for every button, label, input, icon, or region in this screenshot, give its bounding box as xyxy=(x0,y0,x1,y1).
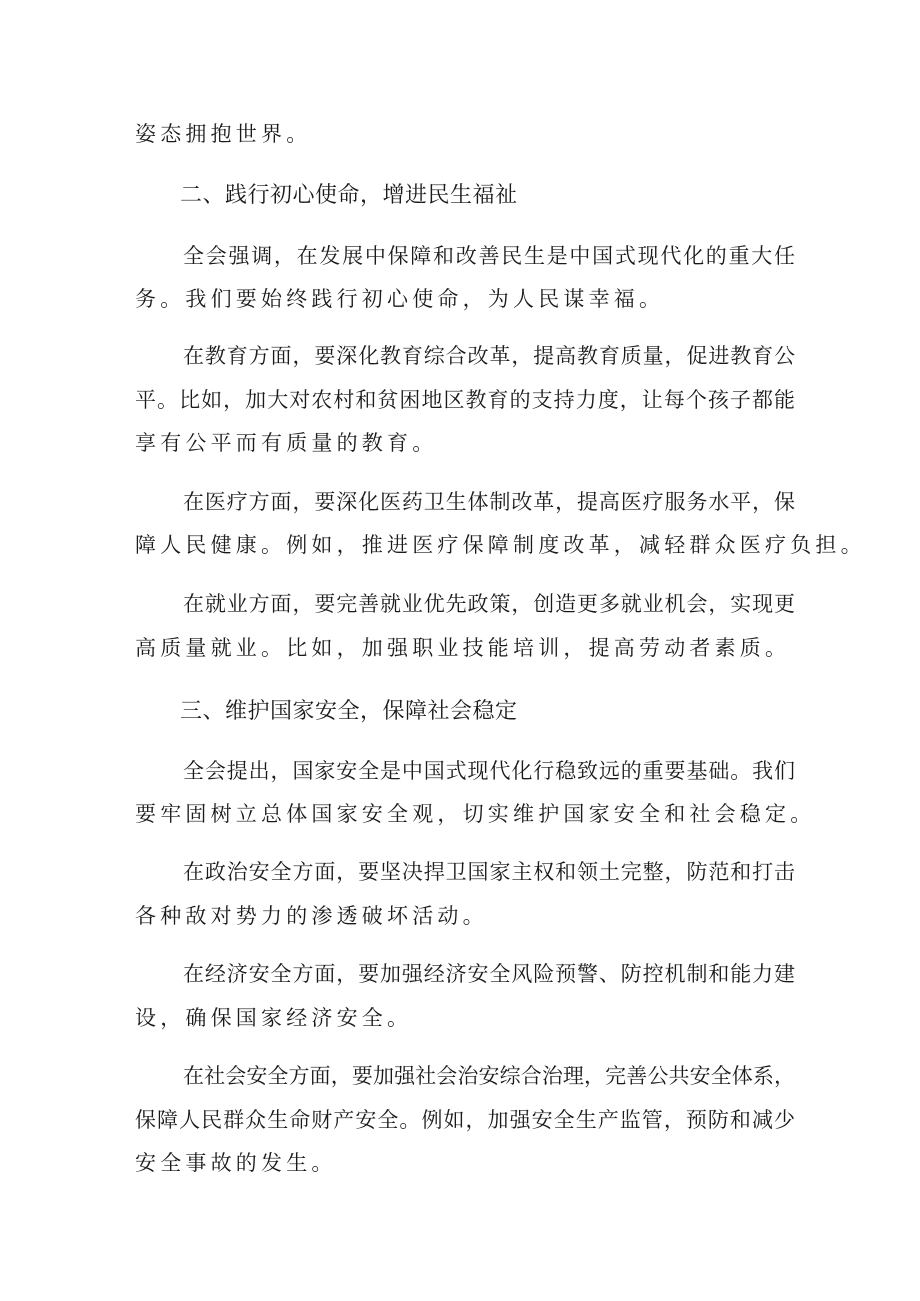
paragraph-line: 设，确保国家经济安全。 xyxy=(135,1006,413,1030)
paragraph-line: 在就业方面，要完善就业优先政策，创造更多就业机会，实现更 xyxy=(183,592,795,616)
paragraph-line: 保障人民群众生命财产安全。例如，加强安全生产监管，预防和减少 xyxy=(135,1108,795,1132)
paragraph-line: 平。比如，加大对农村和贫困地区教育的支持力度，让每个孩子都能 xyxy=(135,388,795,412)
paragraph-line: 在教育方面，要深化教育综合改革，提高教育质量，促进教育公 xyxy=(183,344,795,368)
paragraph-line: 在经济安全方面，要加强经济安全风险预警、防控机制和能力建 xyxy=(183,962,795,986)
paragraph-line: 要牢固树立总体国家安全观，切实维护国家安全和社会稳定。 xyxy=(135,802,816,826)
paragraph-line: 享有公平而有质量的教育。 xyxy=(135,431,438,455)
paragraph-line: 全会提出，国家安全是中国式现代化行稳致远的重要基础。我们 xyxy=(183,759,795,783)
section-3-heading: 三、维护国家安全，保障社会稳定 xyxy=(180,699,518,724)
intro-tail-text: 姿态拥抱世界。 xyxy=(135,122,312,146)
paragraph-line: 高质量就业。比如，加强职业技能培训，提高劳动者素质。 xyxy=(135,636,791,660)
paragraph-line: 全会强调，在发展中保障和改善民生是中国式现代化的重大任 xyxy=(183,244,795,268)
paragraph-line: 各种敌对势力的渗透破坏活动。 xyxy=(135,904,488,928)
section-2-heading: 二、践行初心使命，增进民生福祉 xyxy=(180,183,518,208)
paragraph-line: 在医疗方面，要深化医药卫生体制改革，提高医疗服务水平，保 xyxy=(183,490,795,514)
paragraph-line: 在社会安全方面，要加强社会治安综合治理，完善公共安全体系， xyxy=(183,1064,795,1088)
paragraph-line: 在政治安全方面，要坚决捍卫国家主权和领土完整，防范和打击 xyxy=(183,860,795,884)
paragraph-line: 障人民健康。例如，推进医疗保障制度改革，减轻群众医疗负担。 xyxy=(135,533,866,557)
paragraph-line: 务。我们要始终践行初心使命，为人民谋幸福。 xyxy=(135,287,665,311)
paragraph-line: 安全事故的发生。 xyxy=(135,1151,337,1175)
